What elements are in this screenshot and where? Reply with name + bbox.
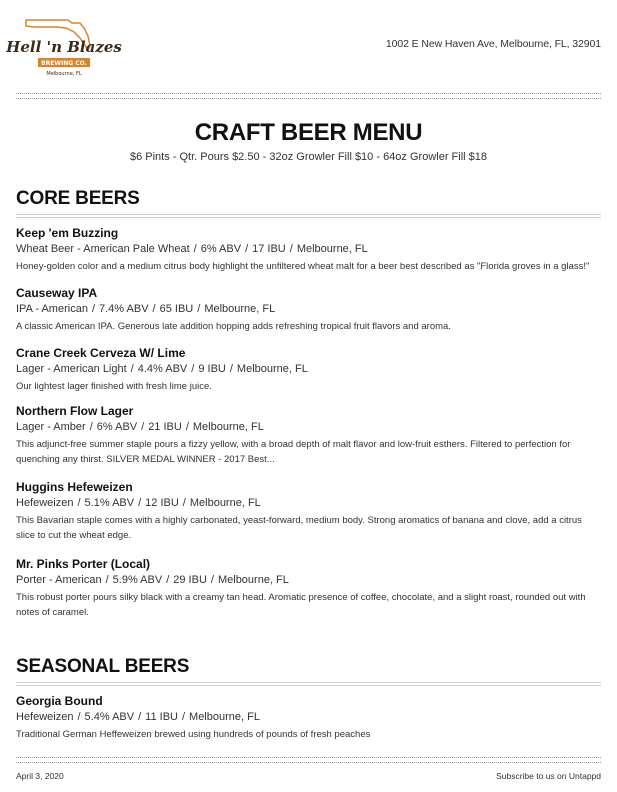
beer-style: Hefeweizen bbox=[16, 711, 74, 723]
beer-location: Melbourne, FL bbox=[189, 711, 260, 723]
header bbox=[6, 14, 601, 84]
beer-description: Our lightest lager finished with fresh lime juice. bbox=[16, 381, 212, 392]
beer-meta: IPA - American / 7.4% ABV / 65 IBU / Melbourne, FL bbox=[16, 303, 276, 315]
beer-name: Crane Creek Cerveza W/ Lime bbox=[16, 346, 186, 360]
beer-ibu: 29 IBU bbox=[173, 574, 207, 586]
logo-city: Melbourne, FL bbox=[46, 71, 82, 77]
beer-name: Georgia Bound bbox=[16, 694, 103, 708]
pricing-line: $6 Pints - Qtr. Pours $2.50 - 32oz Growler Fill $10 - 64oz Growler Fill $18 bbox=[129, 151, 488, 163]
beer-style: Lager - Amber bbox=[16, 421, 86, 433]
beer-name: Keep 'em Buzzing bbox=[16, 226, 119, 240]
beer-location: Melbourne, FL bbox=[236, 363, 308, 375]
beer-meta: Hefeweizen / 5.1% ABV / 12 IBU / Melbourne, FL bbox=[16, 497, 261, 509]
menu-title-block bbox=[16, 119, 601, 164]
section-title: SEASONAL BEERS bbox=[16, 656, 190, 677]
beer-name: Northern Flow Lager bbox=[16, 404, 134, 418]
beer-meta: Lager - Amber / 6% ABV / 21 IBU / Melbourne, FL bbox=[16, 421, 264, 433]
beer-item bbox=[16, 480, 601, 543]
beer-style: Porter - American bbox=[16, 574, 102, 586]
menu-title: CRAFT BEER MENU bbox=[194, 119, 423, 146]
beer-abv: 4.4% ABV bbox=[137, 363, 188, 375]
beer-description: This Bavarian staple comes with a highly carbonated, yeast-forward, medium body. Strong aromatics of banana and clove, add a citrus slice to cut the wheat edge. bbox=[16, 515, 582, 541]
menu-date: April 3, 2020 bbox=[16, 771, 64, 781]
brewery-address: 1002 E New Haven Ave, Melbourne, FL, 32901 bbox=[385, 38, 601, 50]
beer-location: Melbourne, FL bbox=[217, 574, 289, 586]
section-core-beers bbox=[16, 188, 601, 618]
beer-location: Melbourne, FL bbox=[189, 497, 261, 509]
beer-location: Melbourne, FL bbox=[192, 421, 264, 433]
beer-abv: 6% ABV bbox=[200, 243, 242, 255]
beer-item bbox=[16, 557, 601, 620]
beer-name: Huggins Hefeweizen bbox=[16, 480, 133, 494]
logo-text: Hell 'n Blazes bbox=[6, 38, 122, 56]
beer-ibu: 9 IBU bbox=[198, 363, 226, 375]
beer-abv: 5.1% ABV bbox=[84, 497, 135, 509]
beer-abv: 5.9% ABV bbox=[112, 574, 163, 586]
beer-description: Traditional German Heffeweizen brewed using hundreds of pounds of fresh peaches bbox=[16, 729, 371, 740]
beer-ibu: 11 IBU bbox=[145, 711, 178, 723]
beer-ibu: 65 IBU bbox=[159, 303, 194, 315]
beer-abv: 6% ABV bbox=[96, 421, 138, 433]
footer-divider bbox=[16, 757, 601, 763]
beer-description: This adjunct-free summer staple pours a fizzy yellow, with a broad depth of malt flavor and low-fruit esthers. Filtered to perfection for quenching any thirst. SILVER MEDAL WINNER - 2017 Best... bbox=[16, 439, 571, 465]
beer-description: A classic American IPA. Generous late addition hopping adds refreshing tropical fruit flavors and aroma. bbox=[16, 321, 451, 332]
beer-meta: Lager - American Light / 4.4% ABV / 9 IBU / Melbourne, FL bbox=[16, 363, 308, 375]
section-title: CORE BEERS bbox=[16, 188, 140, 209]
beer-location: Melbourne, FL bbox=[204, 303, 276, 315]
beer-item bbox=[16, 404, 601, 467]
logo-subtext: BREWING CO. bbox=[41, 60, 87, 67]
beer-style: Lager - American Light bbox=[16, 363, 127, 375]
beer-meta: Wheat Beer - American Pale Wheat / 6% ABV / 17 IBU / Melbourne, FL bbox=[16, 243, 368, 255]
beer-meta: Porter - American / 5.9% ABV / 29 IBU / Melbourne, FL bbox=[16, 574, 289, 586]
beer-name: Causeway IPA bbox=[16, 286, 98, 300]
beer-description: Honey-golden color and a medium citrus body highlight the unfiltered wheat malt for a beer best described as "Florida groves in a glass!" bbox=[16, 261, 590, 272]
beer-item bbox=[16, 694, 601, 742]
section-divider bbox=[16, 214, 601, 218]
beer-style: Wheat Beer - American Pale Wheat bbox=[16, 243, 190, 255]
beer-style: Hefeweizen bbox=[16, 497, 74, 509]
beer-style: IPA - American bbox=[16, 303, 88, 315]
beer-abv: 7.4% ABV bbox=[99, 303, 149, 315]
beer-location: Melbourne, FL bbox=[296, 243, 368, 255]
header-divider bbox=[16, 93, 601, 99]
beer-item bbox=[16, 286, 601, 334]
beer-item bbox=[16, 346, 601, 394]
beer-ibu: 21 IBU bbox=[148, 421, 182, 433]
beer-abv: 5.4% ABV bbox=[84, 711, 135, 723]
section-divider bbox=[16, 682, 601, 686]
beer-ibu: 12 IBU bbox=[145, 497, 179, 509]
beer-ibu: 17 IBU bbox=[252, 243, 286, 255]
section-seasonal-beers bbox=[16, 656, 601, 740]
beer-item bbox=[16, 226, 601, 274]
beer-description: This robust porter pours silky black with a creamy tan head. Aromatic presence of coffee, chocolate, and a slight roast, rounded out with notes of caramel. bbox=[16, 592, 586, 618]
beer-meta: Hefeweizen / 5.4% ABV / 11 IBU / Melbourne, FL bbox=[16, 711, 260, 723]
brewery-logo bbox=[6, 14, 122, 80]
untappd-subscribe-link[interactable]: Subscribe to us on Untappd bbox=[496, 771, 601, 781]
beer-name: Mr. Pinks Porter (Local) bbox=[16, 557, 151, 571]
